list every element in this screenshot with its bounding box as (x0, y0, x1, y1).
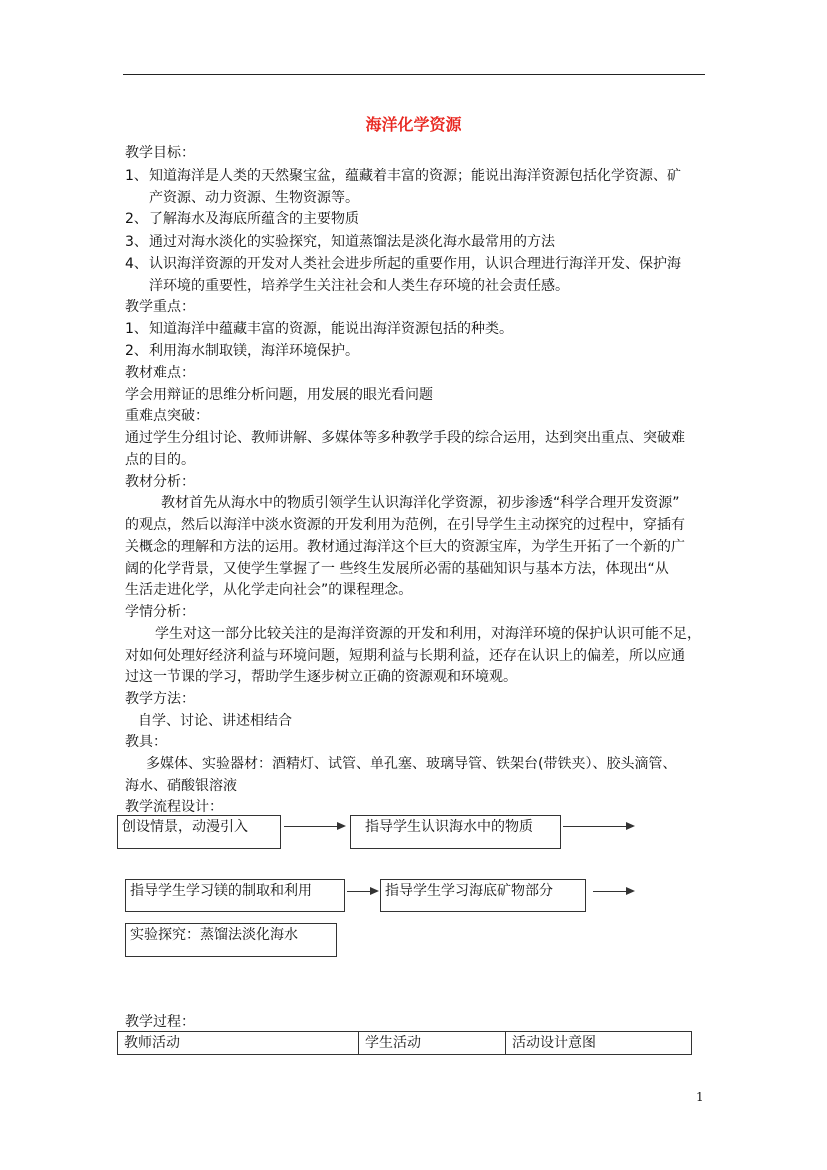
flow-box-magnesium: 指导学生学习镁的制取和利用 (125, 879, 345, 912)
methods-heading: 教学方法： (125, 691, 195, 707)
difficulty-text: 学会用辩证的思维分析问题，用发展的眼光看问题 (125, 387, 433, 403)
analysis-line-5: 生活走进化学，从化学走向社会”的课程理念。 (125, 582, 413, 598)
goal-text-4b: 洋环境的重要性，培养学生关注社会和人类生存环境的社会责任感。 (149, 278, 569, 294)
key-point-2 (125, 341, 359, 361)
students-line-1: 学生对这一部分比较关注的是海洋资源的开发和利用，对海洋环境的保护认识可能不足， (155, 626, 701, 642)
tools-heading: 教具： (125, 734, 167, 750)
tools-line-2: 海水、硝酸银溶液 (125, 778, 237, 794)
flow-box-intro: 创设情景，动漫引入 (117, 815, 281, 849)
flow-heading: 教学流程设计： (125, 799, 223, 815)
methods-text: 自学、讨论、讲述相结合 (138, 713, 292, 729)
goal-num-1: 1、 (125, 168, 148, 184)
goal-text-3: 通过对海水淡化的实验探究，知道蒸馏法是淡化海水最常用的方法 (149, 234, 555, 250)
goal-text-4a: 认识海洋资源的开发对人类社会进步所起的重要作用，认识合理进行海洋开发、保护海 (149, 256, 681, 272)
students-line-3: 过这一节课的学习，帮助学生逐步树立正确的资源观和环境观。 (125, 669, 517, 685)
breakthrough-heading: 重难点突破： (125, 408, 209, 424)
key-text-2: 利用海水制取镁，海洋环境保护。 (149, 343, 359, 359)
process-table (117, 1031, 692, 1055)
goal-item-2 (125, 209, 359, 229)
analysis-heading: 教材分析： (125, 474, 195, 490)
flow-box-experiment: 实验探究：蒸馏法淡化海水 (125, 923, 337, 957)
column-intent: 活动设计意图 (512, 1035, 596, 1051)
analysis-line-2: 的观点，然后以海洋中淡水资源的开发利用为范例，在引导学生主动探究的过程中，穿插有 (125, 517, 685, 533)
flow-arrow-4 (593, 891, 633, 892)
flow-box-minerals: 指导学生学习海底矿物部分 (380, 879, 586, 912)
goal-num-3: 3、 (125, 234, 148, 250)
students-heading: 学情分析： (125, 604, 195, 620)
goal-item-3 (125, 232, 555, 252)
flow-box-seawater: 指导学生认识海水中的物质 (350, 815, 561, 849)
breakthrough-line-2: 点的目的。 (125, 452, 195, 468)
analysis-line-1: 教材首先从海水中的物质引领学生认识海洋化学资源，初步渗透“科学合理开发资源” (161, 495, 680, 511)
goal-num-4: 4、 (125, 256, 148, 272)
document-title: 海洋化学资源 (365, 115, 462, 134)
goal-text-1a: 知道海洋是人类的天然聚宝盆，蕴藏着丰富的资源；能说出海洋资源包括化学资源、矿 (149, 168, 681, 184)
breakthrough-line-1: 通过学生分组讨论、教师讲解、多媒体等多种教学手段的综合运用，达到突出重点、突破难 (125, 430, 685, 446)
goal-text-2: 了解海水及海底所蕴含的主要物质 (149, 211, 359, 227)
flow-arrow-2 (563, 826, 633, 827)
flow-arrow-1 (284, 826, 344, 827)
goal-item-4 (125, 254, 681, 274)
difficulty-heading: 教材难点： (125, 365, 195, 381)
key-point-1 (125, 319, 513, 339)
header-rule (123, 74, 705, 75)
page-number: 1 (696, 1090, 704, 1104)
process-heading: 教学过程： (125, 1014, 195, 1030)
analysis-line-3: 关概念的理解和方法的运用。教材通过海洋这个巨大的资源宝库，为学生开拓了一个新的广 (125, 539, 685, 555)
key-points-heading: 教学重点： (125, 299, 195, 315)
goal-num-2: 2、 (125, 211, 148, 227)
tools-line-1: 多媒体、实验器材：酒精灯、试管、单孔塞、玻璃导管、铁架台(带铁夹）、胶头滴管、 (146, 756, 677, 772)
goal-item-1 (125, 166, 681, 186)
key-text-1: 知道海洋中蕴藏丰富的资源，能说出海洋资源包括的种类。 (149, 321, 513, 337)
column-student: 学生活动 (359, 1032, 506, 1054)
flow-arrow-3 (347, 891, 377, 892)
key-num-2: 2、 (125, 343, 148, 359)
analysis-line-4: 阔的化学背景，又使学生掌握了一 些终生发展所必需的基础知识与基本方法，体现出“从 (125, 561, 669, 577)
column-teacher: 教师活动 (118, 1032, 359, 1054)
goal-text-1b: 产资源、动力资源、生物资源等。 (149, 190, 359, 206)
key-num-1: 1、 (125, 321, 148, 337)
students-line-2: 对如何处理好经济利益与环境问题，短期利益与长期利益，还存在认识上的偏差，所以应通 (125, 648, 685, 664)
goals-heading: 教学目标： (125, 145, 195, 161)
